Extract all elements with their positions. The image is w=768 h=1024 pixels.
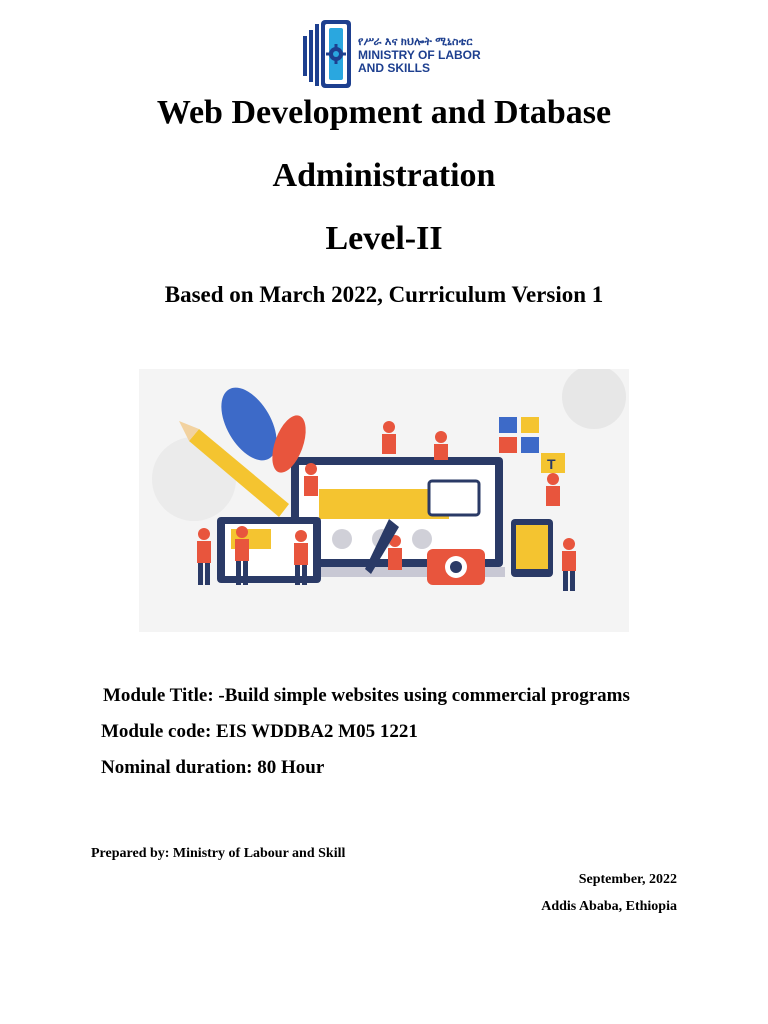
logo-amharic-text: የሥራ እና ክህሎት ሚኒስቴር bbox=[358, 36, 473, 48]
module-title: Module Title: -Build simple websites using commercial programs bbox=[103, 685, 630, 706]
document-title-line2: Administration bbox=[272, 157, 496, 194]
web-development-illustration bbox=[139, 369, 629, 632]
logo-text bbox=[358, 36, 481, 75]
document-level: Level-II bbox=[325, 220, 443, 257]
svg-text:T: T bbox=[547, 456, 556, 472]
publication-location: Addis Ababa, Ethiopia bbox=[541, 899, 677, 914]
curriculum-subtitle: Based on March 2022, Curriculum Version 1 bbox=[164, 282, 604, 307]
module-code: Module code: EIS WDDBA2 M05 1221 bbox=[101, 721, 418, 742]
publication-date: September, 2022 bbox=[578, 872, 677, 887]
nominal-duration: Nominal duration: 80 Hour bbox=[101, 757, 325, 778]
logo-english-line1: MINISTRY OF LABOR bbox=[358, 48, 481, 62]
document-title-line1: Web Development and Dtabase bbox=[156, 94, 612, 131]
illustration-graphic bbox=[139, 369, 629, 632]
logo-english-line2: AND SKILLS bbox=[358, 61, 430, 75]
logo-emblem-icon bbox=[300, 18, 360, 92]
prepared-by: Prepared by: Ministry of Labour and Skill bbox=[91, 846, 346, 861]
